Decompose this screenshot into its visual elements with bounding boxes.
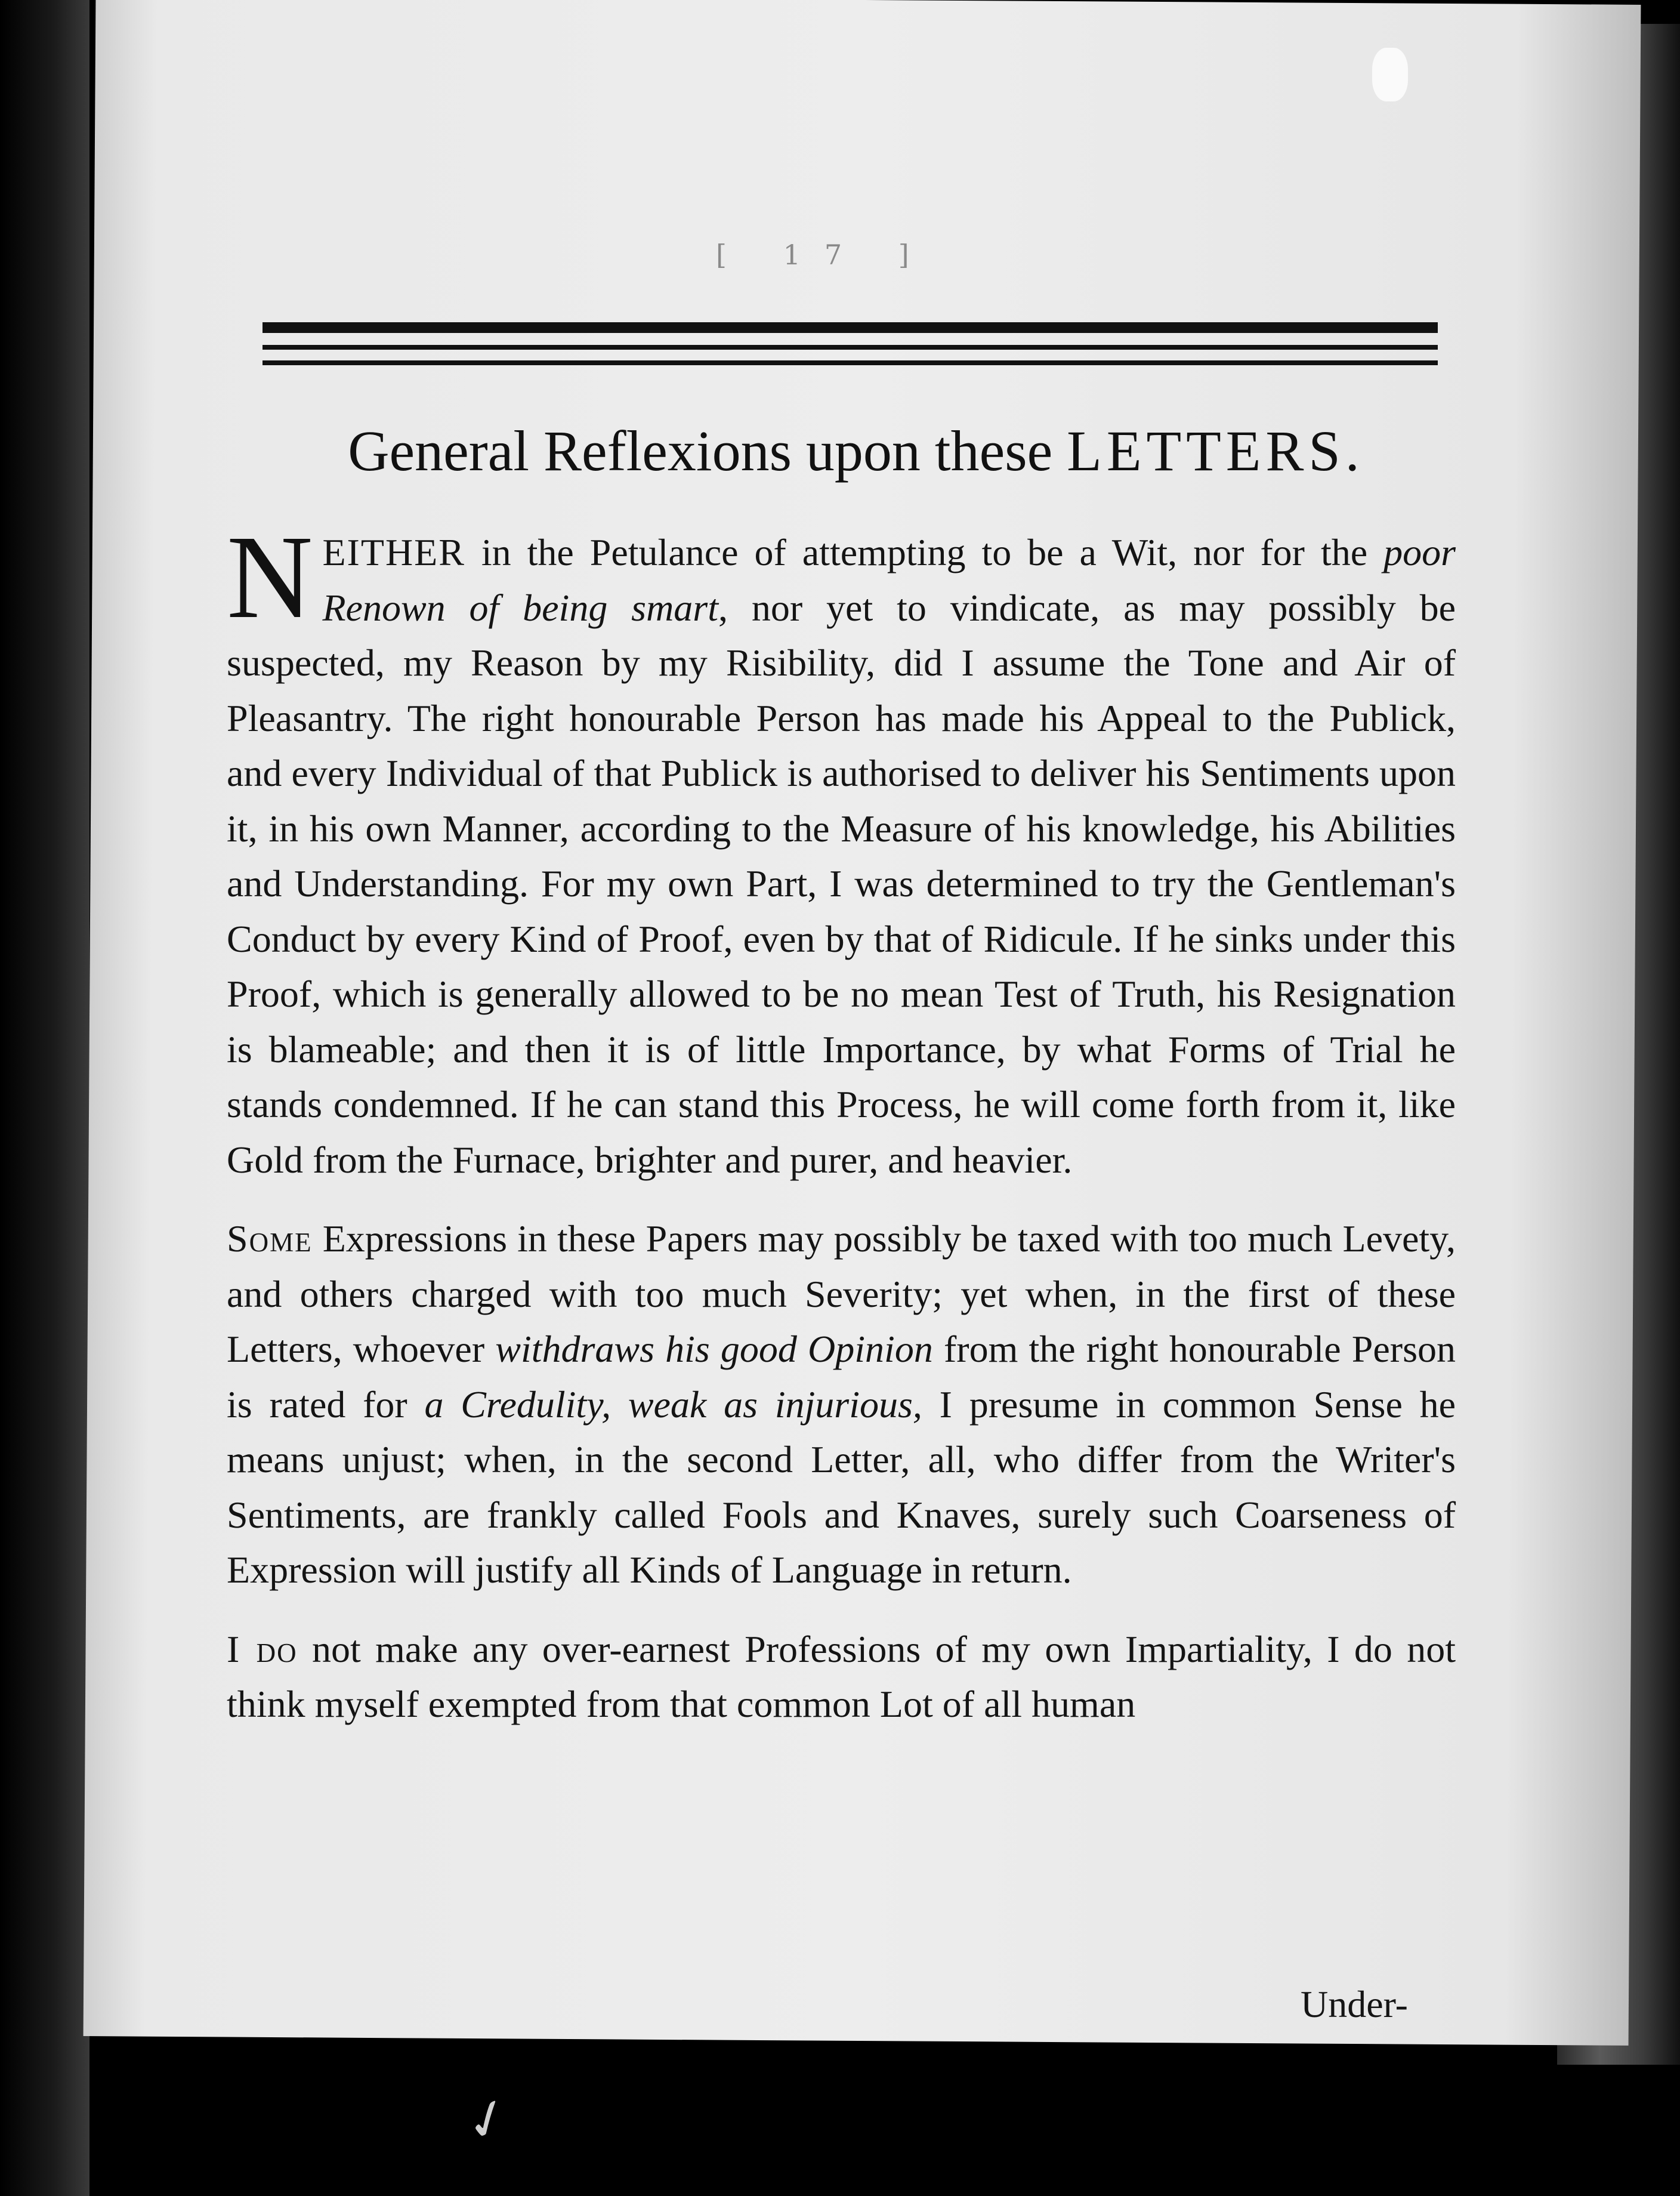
body-text: [227, 511, 1456, 1756]
section-heading: [280, 418, 1432, 484]
header-rule-thick: [262, 322, 1438, 333]
paragraph: [227, 1622, 1456, 1732]
binding-shadow: [0, 0, 89, 2196]
text-run: in the Petulance of attempting to be a Wit, nor for the: [465, 531, 1384, 573]
paragraph: [227, 511, 1456, 1188]
pen-mark: ✓: [456, 2083, 520, 2157]
header-rule-thin-lower: [262, 360, 1438, 365]
page-number: [ 17 ]: [716, 239, 933, 271]
paragraph-lead: EITHER: [322, 531, 465, 573]
text-run: , nor yet to vindicate, as may possibly be suspected, my Reason by my Risibility, did I assume the Tone and Air of Pleasantry. The right honourable Person has made his Appeal to the Publick, and every Individual of that Publick is authorised to deliver his Sentiments upon it, in his own Manner, according to the Measure of his knowledge, his Abilities and Understanding. For my own Part, I was determined to try the Gentleman's Conduct by every Kind of Proof, even by that of Ridicule. If he sinks under this Proof, which is generally allowed to be no mean Test of Truth, his Resignation is blameable; and then it is of little Importance, by what Forms of Trial he stands condemned. If he can stand this Process, he will come forth from it, like Gold from the Furnace, brighter and purer, and heavier.: [227, 586, 1456, 1181]
italic-phrase: poor Renown of being smart: [322, 531, 1456, 629]
heading-text: General Reflexions upon these: [348, 419, 1053, 483]
text-run: not make any over-earnest Professions of my own Impartiality, I do not think myself exempted from that common Lot of all human: [227, 1627, 1456, 1725]
header-rule-thin: [262, 345, 1438, 350]
italic-phrase: withdraws his good Opinion: [495, 1328, 933, 1370]
italic-phrase: a Credulity, weak as injurious,: [424, 1383, 922, 1426]
catchword: Under-: [1301, 1983, 1408, 2025]
text-run: Expressions in these Papers may possibly be taxed with too much Levety, and others charged with too much Severity; yet when, in the first of these Letters, whoever: [227, 1217, 1456, 1370]
paragraph: [227, 1211, 1456, 1598]
heading-caps: LETTERS.: [1067, 419, 1364, 483]
drop-cap: N: [227, 511, 313, 643]
paragraph-lead: I do: [227, 1627, 298, 1670]
text-run: I presume in common Sense he means unjust; when, in the second Letter, all, who differ from the Writer's Sentiments, are frankly called Fools and Knaves, surely such Coarseness of Expression will justify all Kinds of Language in return.: [227, 1383, 1456, 1591]
paragraph-lead: Some: [227, 1217, 313, 1260]
paper-blemish: [1372, 48, 1408, 101]
text-run: from the right honourable Person is rated for: [227, 1328, 1456, 1426]
